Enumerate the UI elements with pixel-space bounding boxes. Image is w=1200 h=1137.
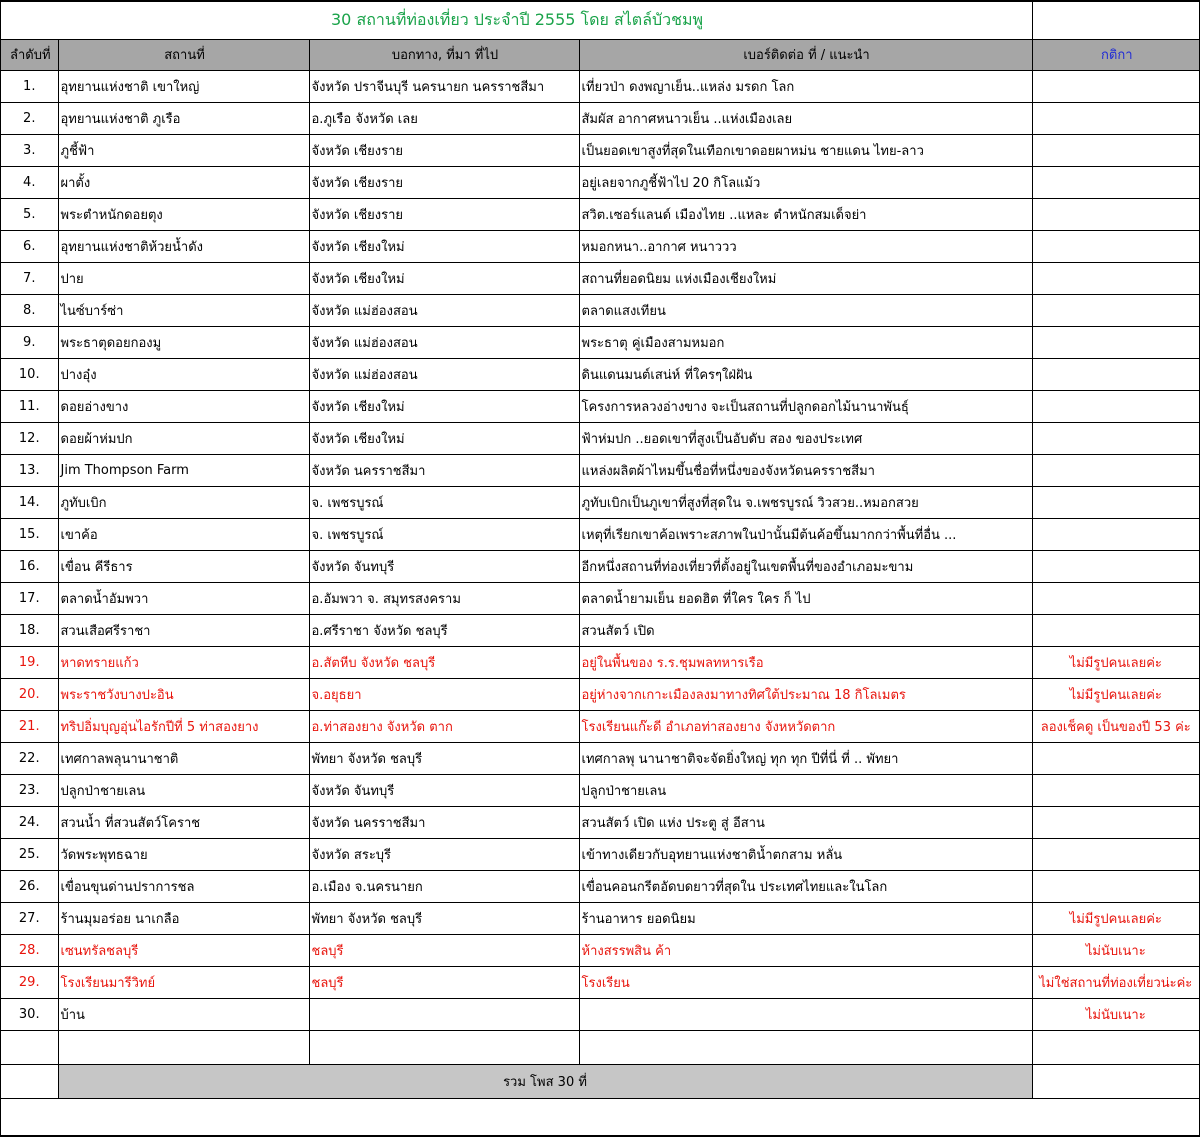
table-row [1, 646, 1199, 678]
empty-cell[interactable] [309, 1030, 579, 1064]
row-note[interactable] [1032, 518, 1199, 550]
sheet-title[interactable]: 30 สถานที่ท่องเที่ยว ประจำปี 2555 โดย สไตล์บัวชมพู [1, 2, 1032, 39]
row-place[interactable]: ปลูกป่าชายเลน [58, 774, 309, 806]
row-contact[interactable]: ดินแดนมนต์เสน่ห์ ที่ใครๆใฝ่ฝัน [579, 358, 1032, 390]
row-note[interactable] [1032, 550, 1199, 582]
row-number[interactable]: 12. [1, 422, 58, 454]
row-location[interactable]: จังหวัด เชียงใหม่ [309, 390, 579, 422]
table-row [1, 422, 1199, 454]
row-location[interactable]: จังหวัด แม่ฮ่องสอน [309, 358, 579, 390]
row-location[interactable]: ชลบุรี [309, 966, 579, 998]
table-row [1, 934, 1199, 966]
row-contact[interactable]: เทศกาลพุ นานาชาติจะจัดยิ่งใหญ่ ทุก ทุก ปีที่นี่ ที่ .. พัทยา [579, 742, 1032, 774]
row-place[interactable]: เขื่อน คีรีธาร [58, 550, 309, 582]
row-location[interactable]: จังหวัด นครราชสีมา [309, 806, 579, 838]
row-place[interactable]: อุทยานแห่งชาติห้วยน้ำดัง [58, 230, 309, 262]
empty-cell[interactable] [1, 1030, 58, 1064]
row-contact[interactable]: เข้าทางเดียวกับอุทยานแห่งชาติน้ำตกสาม หลั่น [579, 838, 1032, 870]
row-note[interactable] [1032, 454, 1199, 486]
row-number[interactable]: 6. [1, 230, 58, 262]
empty-cell[interactable] [1, 1064, 58, 1098]
row-number[interactable]: 16. [1, 550, 58, 582]
row-location[interactable]: จังหวัด แม่ฮ่องสอน [309, 326, 579, 358]
row-location[interactable]: พัทยา จังหวัด ชลบุรี [309, 902, 579, 934]
row-place[interactable]: ดอยผ้าห่มปก [58, 422, 309, 454]
table-row [1, 70, 1199, 102]
row-location[interactable]: จังหวัด เชียงราย [309, 134, 579, 166]
table-row [1, 774, 1199, 806]
row-place[interactable]: โรงเรียนมารีวิทย์ [58, 966, 309, 998]
table-row [1, 390, 1199, 422]
row-number[interactable]: 5. [1, 198, 58, 230]
total-label[interactable]: รวม โพส 30 ที่ [58, 1064, 1032, 1098]
row-location[interactable]: จ. เพชรบูรณ์ [309, 518, 579, 550]
row-number[interactable]: 22. [1, 742, 58, 774]
total-row [1, 1064, 1199, 1098]
row-place[interactable]: อุทยานแห่งชาติ เขาใหญ่ [58, 70, 309, 102]
row-note[interactable] [1032, 486, 1199, 518]
row-number[interactable]: 19. [1, 646, 58, 678]
table-row [1, 102, 1199, 134]
row-contact[interactable]: ห้างสรรพสิน ค้า [579, 934, 1032, 966]
row-location[interactable]: อ.ศรีราชา จังหวัด ชลบุรี [309, 614, 579, 646]
row-contact[interactable]: สวนสัตว์ เปิด [579, 614, 1032, 646]
empty-cell[interactable] [579, 1030, 1032, 1064]
row-location[interactable]: จังหวัด เชียงราย [309, 166, 579, 198]
table-row [1, 134, 1199, 166]
row-note[interactable] [1032, 838, 1199, 870]
row-location[interactable]: จังหวัด ปราจีนบุรี นครนายก นครราชสีมา [309, 70, 579, 102]
row-place[interactable]: เขื่อนขุนด่านปราการชล [58, 870, 309, 902]
row-number[interactable]: 9. [1, 326, 58, 358]
travel-table [1, 2, 1199, 1099]
row-location[interactable]: จังหวัด เชียงใหม่ [309, 422, 579, 454]
table-row [1, 902, 1199, 934]
table-row [1, 166, 1199, 198]
row-contact[interactable]: อีกหนึ่งสถานที่ท่องเที่ยวที่ตั้งอยู่ในเขตพื้นที่ของอำเภอมะขาม [579, 550, 1032, 582]
row-number[interactable]: 18. [1, 614, 58, 646]
row-note[interactable] [1032, 390, 1199, 422]
row-contact[interactable]: พระธาตุ คู่เมืองสามหมอก [579, 326, 1032, 358]
row-contact[interactable]: ฟ้าห่มปก ..ยอดเขาที่สูงเป็นอับดับ สอง ของประเทศ [579, 422, 1032, 454]
table-row [1, 486, 1199, 518]
row-note[interactable] [1032, 806, 1199, 838]
row-place[interactable]: ปางอุ๋ง [58, 358, 309, 390]
row-note[interactable]: ลองเช็คดู เป็นของปี 53 ค่ะ [1032, 710, 1199, 742]
header-note[interactable]: กติกา [1032, 39, 1199, 70]
row-contact[interactable]: ตลาดน้ำยามเย็น ยอดฮิต ที่ใคร ใคร ก็ ไป [579, 582, 1032, 614]
row-location[interactable]: จ.อยุธยา [309, 678, 579, 710]
row-location[interactable]: อ.สัตหีบ จังหวัด ชลบุรี [309, 646, 579, 678]
row-place[interactable]: ภูชี้ฟ้า [58, 134, 309, 166]
row-number[interactable]: 25. [1, 838, 58, 870]
row-note[interactable]: ไม่มีรูปคนเลยค่ะ [1032, 678, 1199, 710]
row-location[interactable]: จังหวัด แม่ฮ่องสอน [309, 294, 579, 326]
row-place[interactable]: สวนเสือศรีราชา [58, 614, 309, 646]
row-note[interactable] [1032, 198, 1199, 230]
table-row [1, 326, 1199, 358]
row-contact[interactable]: ร้านอาหาร ยอดนิยม [579, 902, 1032, 934]
row-number[interactable]: 11. [1, 390, 58, 422]
header-no[interactable]: ลำดับที่ [1, 39, 58, 70]
row-number[interactable]: 2. [1, 102, 58, 134]
row-number[interactable]: 27. [1, 902, 58, 934]
row-place[interactable]: พระตำหนักดอยตุง [58, 198, 309, 230]
row-number[interactable]: 15. [1, 518, 58, 550]
table-row [1, 870, 1199, 902]
table-row [1, 454, 1199, 486]
empty-cell[interactable] [1032, 1030, 1199, 1064]
row-contact[interactable]: โรงเรียน [579, 966, 1032, 998]
row-place[interactable]: ร้านมุมอร่อย นาเกลือ [58, 902, 309, 934]
row-location[interactable] [309, 998, 579, 1030]
blank-row [1, 1030, 1199, 1064]
row-number[interactable]: 28. [1, 934, 58, 966]
row-location[interactable]: จังหวัด จันทบุรี [309, 774, 579, 806]
empty-cell[interactable] [1032, 1064, 1199, 1098]
row-number[interactable]: 1. [1, 70, 58, 102]
row-number[interactable]: 3. [1, 134, 58, 166]
row-note[interactable] [1032, 358, 1199, 390]
row-number[interactable]: 14. [1, 486, 58, 518]
row-note[interactable] [1032, 166, 1199, 198]
row-place[interactable]: ทริปอิ่มบุญอุ่นไอรักปีที่ 5 ท่าสองยาง [58, 710, 309, 742]
row-contact[interactable]: เหตุที่เรียกเขาค้อเพราะสภาพในป่านั้นมีต้นค้อขึ้นมากกว่าพื้นที่อื่น ... [579, 518, 1032, 550]
row-number[interactable]: 8. [1, 294, 58, 326]
row-location[interactable]: อ.เมือง จ.นครนายก [309, 870, 579, 902]
row-place[interactable]: เซนทรัลชลบุรี [58, 934, 309, 966]
row-number[interactable]: 13. [1, 454, 58, 486]
row-note[interactable] [1032, 326, 1199, 358]
title-row [1, 2, 1199, 39]
row-place[interactable]: หาดทรายแก้ว [58, 646, 309, 678]
row-place[interactable]: พระราชวังบางปะอิน [58, 678, 309, 710]
row-location[interactable]: อ.อัมพวา จ. สมุทรสงคราม [309, 582, 579, 614]
row-note[interactable] [1032, 614, 1199, 646]
table-row [1, 838, 1199, 870]
row-number[interactable]: 30. [1, 998, 58, 1030]
row-contact[interactable]: สัมผัส อากาศหนาวเย็น ..แห่งเมืองเลย [579, 102, 1032, 134]
row-place[interactable]: ภูทับเบิก [58, 486, 309, 518]
row-location[interactable]: จังหวัด เชียงใหม่ [309, 230, 579, 262]
row-location[interactable]: อ.ท่าสองยาง จังหวัด ตาก [309, 710, 579, 742]
row-contact[interactable]: เขื่อนคอนกรีตอัดบดยาวที่สุดใน ประเทศไทยและในโลก [579, 870, 1032, 902]
title-empty-cell[interactable] [1032, 2, 1199, 39]
row-note[interactable] [1032, 262, 1199, 294]
row-location[interactable]: จังหวัด นครราชสีมา [309, 454, 579, 486]
row-place[interactable]: ผาตั้ง [58, 166, 309, 198]
table-row [1, 678, 1199, 710]
row-place[interactable]: บ้าน [58, 998, 309, 1030]
row-contact[interactable]: สวิต.เซอร์แลนด์ เมืองไทย ..แหละ ตำหนักสมเด็จย่า [579, 198, 1032, 230]
row-place[interactable]: ปาย [58, 262, 309, 294]
header-contact[interactable]: เบอร์ติดต่อ ที่ / แนะนำ [579, 39, 1032, 70]
row-note[interactable] [1032, 582, 1199, 614]
row-contact[interactable]: สวนสัตว์ เปิด แห่ง ประตู สู่ อีสาน [579, 806, 1032, 838]
table-row [1, 614, 1199, 646]
table-row [1, 710, 1199, 742]
row-number[interactable]: 17. [1, 582, 58, 614]
row-location[interactable]: จังหวัด เชียงใหม่ [309, 262, 579, 294]
table-row [1, 998, 1199, 1030]
row-number[interactable]: 24. [1, 806, 58, 838]
row-contact[interactable]: อยู่ในพื้นของ ร.ร.ชุมพลทหารเรือ [579, 646, 1032, 678]
table-row [1, 742, 1199, 774]
row-contact[interactable]: โรงเรียนแก๊ะดี อำเภอท่าสองยาง จังหหวัดตาก [579, 710, 1032, 742]
header-location[interactable]: บอกทาง, ที่มา ที่ไป [309, 39, 579, 70]
row-location[interactable]: ชลบุรี [309, 934, 579, 966]
row-note[interactable] [1032, 774, 1199, 806]
row-contact[interactable]: ภูทับเบิกเป็นภูเขาที่สูงที่สุดใน จ.เพชรบูรณ์ วิวสวย..หมอกสวย [579, 486, 1032, 518]
row-place[interactable]: ตลาดน้ำอัมพวา [58, 582, 309, 614]
row-note[interactable] [1032, 134, 1199, 166]
header-place[interactable]: สถานที่ [58, 39, 309, 70]
row-number[interactable]: 26. [1, 870, 58, 902]
table-row [1, 230, 1199, 262]
row-contact[interactable]: แหล่งผลิตผ้าไหมขึ้นชื่อที่หนึ่งของจังหวัดนครราชสีมา [579, 454, 1032, 486]
row-contact[interactable]: หมอกหนา..อากาศ หนาววว [579, 230, 1032, 262]
row-note[interactable]: ไม่นับเนาะ [1032, 998, 1199, 1030]
header-row [1, 39, 1199, 70]
row-place[interactable]: Jim Thompson Farm [58, 454, 309, 486]
row-number[interactable]: 29. [1, 966, 58, 998]
row-place[interactable]: เทศกาลพลุนานาชาติ [58, 742, 309, 774]
row-contact[interactable] [579, 998, 1032, 1030]
row-place[interactable]: อุทยานแห่งชาติ ภูเรือ [58, 102, 309, 134]
row-location[interactable]: จังหวัด เชียงราย [309, 198, 579, 230]
row-note[interactable]: ไม่มีรูปคนเลยค่ะ [1032, 902, 1199, 934]
row-note[interactable]: ไม่นับเนาะ [1032, 934, 1199, 966]
table-row [1, 262, 1199, 294]
table-row [1, 518, 1199, 550]
table-row [1, 294, 1199, 326]
row-number[interactable]: 4. [1, 166, 58, 198]
row-place[interactable]: วัดพระพุทธฉาย [58, 838, 309, 870]
row-number[interactable]: 20. [1, 678, 58, 710]
row-note[interactable] [1032, 230, 1199, 262]
row-contact[interactable]: โครงการหลวงอ่างขาง จะเป็นสถานที่ปลูกดอกไม้นานาพันธุ์ [579, 390, 1032, 422]
row-contact[interactable]: อยู่เลยจากภูชี้ฟ้าไป 20 กิโลแม้ว [579, 166, 1032, 198]
row-contact[interactable]: ปลูกป่าชายเลน [579, 774, 1032, 806]
row-note[interactable]: ไม่ใช่สถานที่ท่องเที่ยวน่ะค่ะ [1032, 966, 1199, 998]
table-row [1, 582, 1199, 614]
table-row [1, 550, 1199, 582]
row-contact[interactable]: ตลาดแสงเทียน [579, 294, 1032, 326]
row-note[interactable] [1032, 70, 1199, 102]
row-contact[interactable]: สถานที่ยอดนิยม แห่งเมืองเชียงใหม่ [579, 262, 1032, 294]
row-location[interactable]: อ.ภูเรือ จังหวัด เลย [309, 102, 579, 134]
row-number[interactable]: 7. [1, 262, 58, 294]
row-place[interactable]: สวนน้ำ ที่สวนสัตว์โคราช [58, 806, 309, 838]
row-location[interactable]: จังหวัด สระบุรี [309, 838, 579, 870]
row-place[interactable]: พระธาตุดอยกองมู [58, 326, 309, 358]
row-place[interactable]: เขาค้อ [58, 518, 309, 550]
row-note[interactable] [1032, 422, 1199, 454]
row-location[interactable]: จ. เพชรบูรณ์ [309, 486, 579, 518]
row-contact[interactable]: เที่ยวป่า ดงพญาเย็น..แหล่ง มรดก โลก [579, 70, 1032, 102]
empty-cell[interactable] [58, 1030, 309, 1064]
table-row [1, 198, 1199, 230]
table-row [1, 358, 1199, 390]
row-place[interactable]: ไนซ์บาร์ซ่า [58, 294, 309, 326]
row-place[interactable]: ดอยอ่างขาง [58, 390, 309, 422]
row-note[interactable] [1032, 102, 1199, 134]
row-location[interactable]: พัทยา จังหวัด ชลบุรี [309, 742, 579, 774]
row-number[interactable]: 21. [1, 710, 58, 742]
row-note[interactable] [1032, 870, 1199, 902]
table-row [1, 966, 1199, 998]
row-contact[interactable]: อยู่ห่างจากเกาะเมืองลงมาทางทิศใต้ประมาณ 18 กิโลเมตร [579, 678, 1032, 710]
row-note[interactable]: ไม่มีรูปคนเลยค่ะ [1032, 646, 1199, 678]
row-number[interactable]: 10. [1, 358, 58, 390]
row-number[interactable]: 23. [1, 774, 58, 806]
row-contact[interactable]: เป็นยอดเขาสูงที่สุดในเทือกเขาดอยผาหม่น ชายแดน ไทย-ลาว [579, 134, 1032, 166]
row-location[interactable]: จังหวัด จันทบุรี [309, 550, 579, 582]
table-row [1, 806, 1199, 838]
row-note[interactable] [1032, 294, 1199, 326]
row-note[interactable] [1032, 742, 1199, 774]
